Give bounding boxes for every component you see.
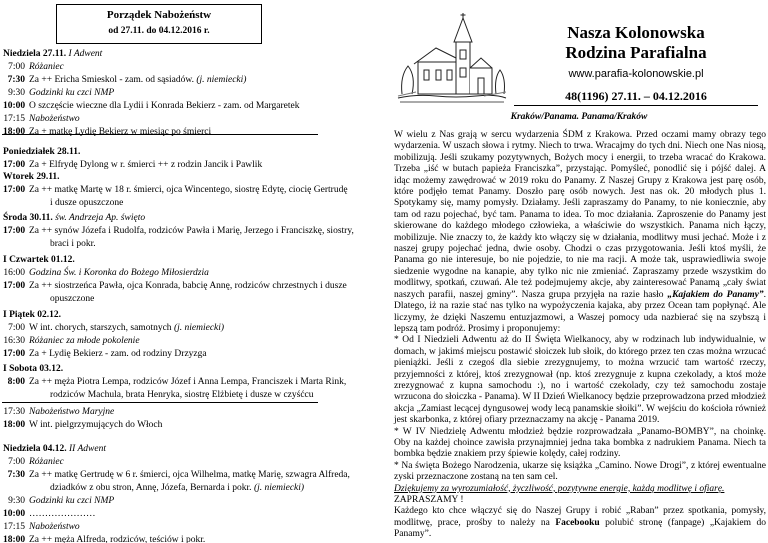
day-heading: Niedziela 04.12. II Adwent	[3, 444, 106, 454]
mass-row: 17:00 Za ++ synów Józefa i Rudolfa, rodziców Pawła i Marię, Jerzego i Franciszkę, siostry,	[3, 226, 354, 236]
website-url: www.parafia-kolonowskie.pl	[568, 68, 704, 80]
mass-row: 7:30 Za ++ matkę Gertrudę w 6 r. śmierci, ojca Wilhelma, matkę Marię, szwagra Alfreda,	[7, 470, 350, 480]
article-paragraph: * W IV Niedzielę Adwentu młodzież będzie rozprowadzała „Panamo-BOMBY”, na choinkę. Oby na każdej choince zawisła przynajmniej jedna taka bombka z nadrukiem Panama. Niech ta bombka będzie znakiem przy śpiewie kolędy, całej rodziny.	[394, 426, 766, 460]
day-saturday-03	[3, 363, 375, 402]
church-illustration	[396, 12, 508, 107]
day-heading: Niedziela 27.11. I Adwent	[3, 49, 103, 59]
mass-row: 17:30 Nabożeństwo Maryjne	[3, 407, 115, 417]
mass-row: 18:00 Za ++ męża Alfreda, rodziców, teściów i pokr.	[3, 535, 206, 543]
schedule-title-box	[56, 4, 262, 44]
mass-row-continued: opuszczone	[50, 294, 95, 304]
parish-name-line1: Nasza Kolonowska	[567, 23, 705, 42]
issue-divider	[514, 105, 758, 106]
article-invite: ZAPRASZAMY !	[394, 495, 464, 505]
day-tuesday-29	[3, 171, 375, 210]
article-paragraph: W wielu z Nas grają w sercu wydarzenia ŚDM z Krakowa. Przed oczami mamy obrazy tego wydarzenia. W uszach słowa i rytmy. Niech to trwa. Wracajmy do tych dni. Niech one Nas niosą, mobilizują. Jeśli szukamy pozytywnych, Bożych mocy i energii, to trzeba wracać do Krakowa. Trzeba „iść w butach papieża Franciszka”, przystając. Pomyśleć, ponodlić się i pójść dalej. A idąc możemy zawędrować w 2019 roku do Panamy. Z Naszej Grupy z Krakowa jest parę osób, które podjęło temat Panamy. Doszło parę osób nowych. Jest nas ok. 20 młodych plus 1. Spotykamy się, mamy pomysły. Działamy. Jeśli zapraszamy do Panamy, to nie koniecznie, aby tam od razu pojechać, być tam. Panama to idea. To moc działania. Zaproszenie do Panamy jest skierowane do każdego młodego człowieka, a właściwie do wszystkich. Panama nich łączy, mobilizuje. Nie znaczy to, że każdy kto włączy się w działania, modlitwy musi jechać. Może i z naszej grupy pojechać jedna, dwie osoby. Chodzi o czas przygotowania. Jeśli ktoś myśli, że Panama go nie interesuje, bo nie pojedzie, to nie ma racji. A może tak, usprawiedliwia swoje siedzenie wygodne na kanapie, aby tylko nic nie zmieniać. Zapraszamy przede wszystkim do modlitwy, spotkań, czuwań. Ale też podejmujemy akcje, aby zainteresować Panamą „cały świat naszych parafii, naszej gminy”. Nasza grupa przyjęła na razie hasło „Kajakiem do Panamy”. Dlatego, iż na razie stać nas tylko na wypożyczenia kajaka, aby przez Ocean tam popłynąć. Ale liczymy, że dzięki Naszemu entuzjazmowi, a Waszej pomocy uda nazbierać się na szybszą i lepszą tam podróż. Prosimy i proponujemy:	[394, 130, 766, 334]
mass-row: 7:00 W int. chorych, starszych, samotnych (j. niemiecki)	[8, 323, 225, 333]
day-divider	[2, 134, 318, 135]
mass-row: 17:00 Za + Elfrydę Dylong w r. śmierci ++ z rodzin Jancik i Pawlik	[3, 160, 263, 170]
mass-row: 7:30 Za ++ Ericha Smieskol - zam. od sąsiadów. (j. niemiecki)	[7, 75, 247, 85]
parish-name	[516, 23, 756, 63]
day-heading: Wtorek 29.11.	[3, 172, 60, 182]
mass-row: 18:00 Za + matkę Lydię Bekierz w miesiąc po śmierci	[3, 127, 212, 137]
mass-row-continued: braci i pokr.	[50, 239, 96, 249]
mass-row: 17:00 Za + Lydię Bekierz - zam. od rodziny Drzyzga	[3, 349, 207, 359]
mass-row: 17:15 Nabożeństwo	[3, 114, 80, 124]
mass-row: 8:00 Za ++ męża Piotra Lempa, rodziców Józef i Anna Lempa, Franciszek i Marta Rink,	[7, 377, 347, 387]
day-heading: Poniedziałek 28.11.	[3, 147, 81, 157]
mass-row: 7:00 Różaniec	[8, 62, 64, 72]
mass-row-continued: rodziców Machula, brata Henryka, siostrę Elżbietę i dusze w czyśćcu	[50, 390, 314, 400]
article-body	[394, 130, 766, 541]
mass-row: 16:00 Godzina Św. i Koronka do Bożego Miłosierdzia	[3, 268, 209, 278]
article-thanks: Dziękujemy za wyrozumiałość, życzliwość, pozytywne energie, każdą modlitwę i ofiarę.	[394, 483, 725, 494]
day-heading: I Piątek 02.12.	[3, 310, 62, 320]
mass-row: 17:00 Za ++ matkę Martę w 18 r. śmierci, ojca Wincentego, siostrę Edytę, ciocię Gertrudę	[3, 185, 348, 195]
mass-row: 10:00 O szczęście wieczne dla Lydii i Konrada Bekierz - zam. od Margaretek	[3, 101, 300, 111]
mass-row: 17:15 Nabożeństwo	[3, 522, 80, 532]
article-title: Kraków/Panama. Panama/Kraków	[510, 112, 648, 122]
day-saturday-03-evening	[3, 406, 375, 432]
mass-row: 9:30 Godzinki ku czci NMP	[8, 88, 115, 98]
mass-row: 17:00 Za ++ siostrzeńca Pawła, ojca Konrada, babcię Annę, rodziców chrzestnych i dusze	[3, 281, 347, 291]
schedule-title: Porządek Nabożeństw	[106, 9, 212, 21]
day-friday-02	[3, 309, 375, 361]
mass-row: 16:30 Różaniec za młode pokolenie	[3, 336, 140, 346]
issue-number: 48(1196) 27.11. – 04.12.2016	[565, 89, 707, 103]
schedule-column	[0, 0, 378, 543]
mass-row: 18:00 W int. pielgrzymujących do Włoch	[3, 420, 163, 430]
mass-row: 7:00 Różaniec	[8, 457, 64, 467]
day-sunday-04	[3, 443, 375, 543]
day-heading: I Sobota 03.12.	[3, 364, 64, 374]
newsletter-column	[384, 0, 768, 543]
day-heading: I Czwartek 01.12.	[3, 255, 75, 265]
article-paragraph: Każdego kto chce włączyć się do Naszej Grupy i robić „Raban” przez spotkania, pomysły, modlitwę, prace, prośby to należy na Facebooku polubić stronę (fanpage) „Kajakiem do Panamy”.	[394, 506, 766, 540]
article-paragraph: * Na święta Bożego Narodzenia, ukarze się książka „Camino. Nowe Drogi”, z której ewentualne zyski przeznaczone zostaną na ten sam cel.	[394, 460, 766, 483]
day-sunday-27	[3, 48, 375, 139]
day-monday-28	[3, 146, 375, 172]
mass-row: 9:30 Godzinki ku czci NMP	[8, 496, 115, 506]
mass-row-continued: dziadków z obu stron, Annę, Józefa, Bernarda i pokr. (j. niemiecki)	[50, 483, 305, 493]
parish-name-line2: Rodzina Parafialna	[565, 43, 707, 62]
mass-row: 10:00 …………………	[3, 509, 96, 519]
day-wednesday-30	[3, 212, 375, 251]
schedule-dates: od 27.11. do 04.12.2016 r.	[108, 26, 210, 36]
day-divider	[2, 402, 318, 403]
mass-row-continued: i dusze opuszczone	[50, 198, 124, 208]
article-paragraph: * Od I Niedzieli Adwentu aż do II Święta Wielkanocy, aby w rodzinach lub indywidualnie, w domach, w jakimś miejscu postawić słoiczek lub słoik, do którego przez ten czas można wrzucać pieniążki. Jeśli z czegoś dla siebie zrezygnujemy, to można wrzucić tam wartość rzeczy, przyjemności z której, ktoś zrezygnował (np. ktoś zrezygnuje z kupna czekolady, a ktoś może zrezygnować z kupna samochodu :), no i wartość czekolady, czy też samochodu zostaje wrzucona do słoiczka - Panama). W II Dzień Wielkanocy będzie przeprowadzona przed młodzież akcja „Zamiast lecącej dyngusowej wody lecą panamskie słoiki”. W wejściu do kościoła również jest skarbonka, z której ofiary przeznaczamy na akcję - Panama 2019.	[394, 335, 766, 426]
day-heading: Środa 30.11. św. Andrzeja Ap. święto	[3, 213, 146, 223]
day-thursday-01	[3, 254, 375, 306]
